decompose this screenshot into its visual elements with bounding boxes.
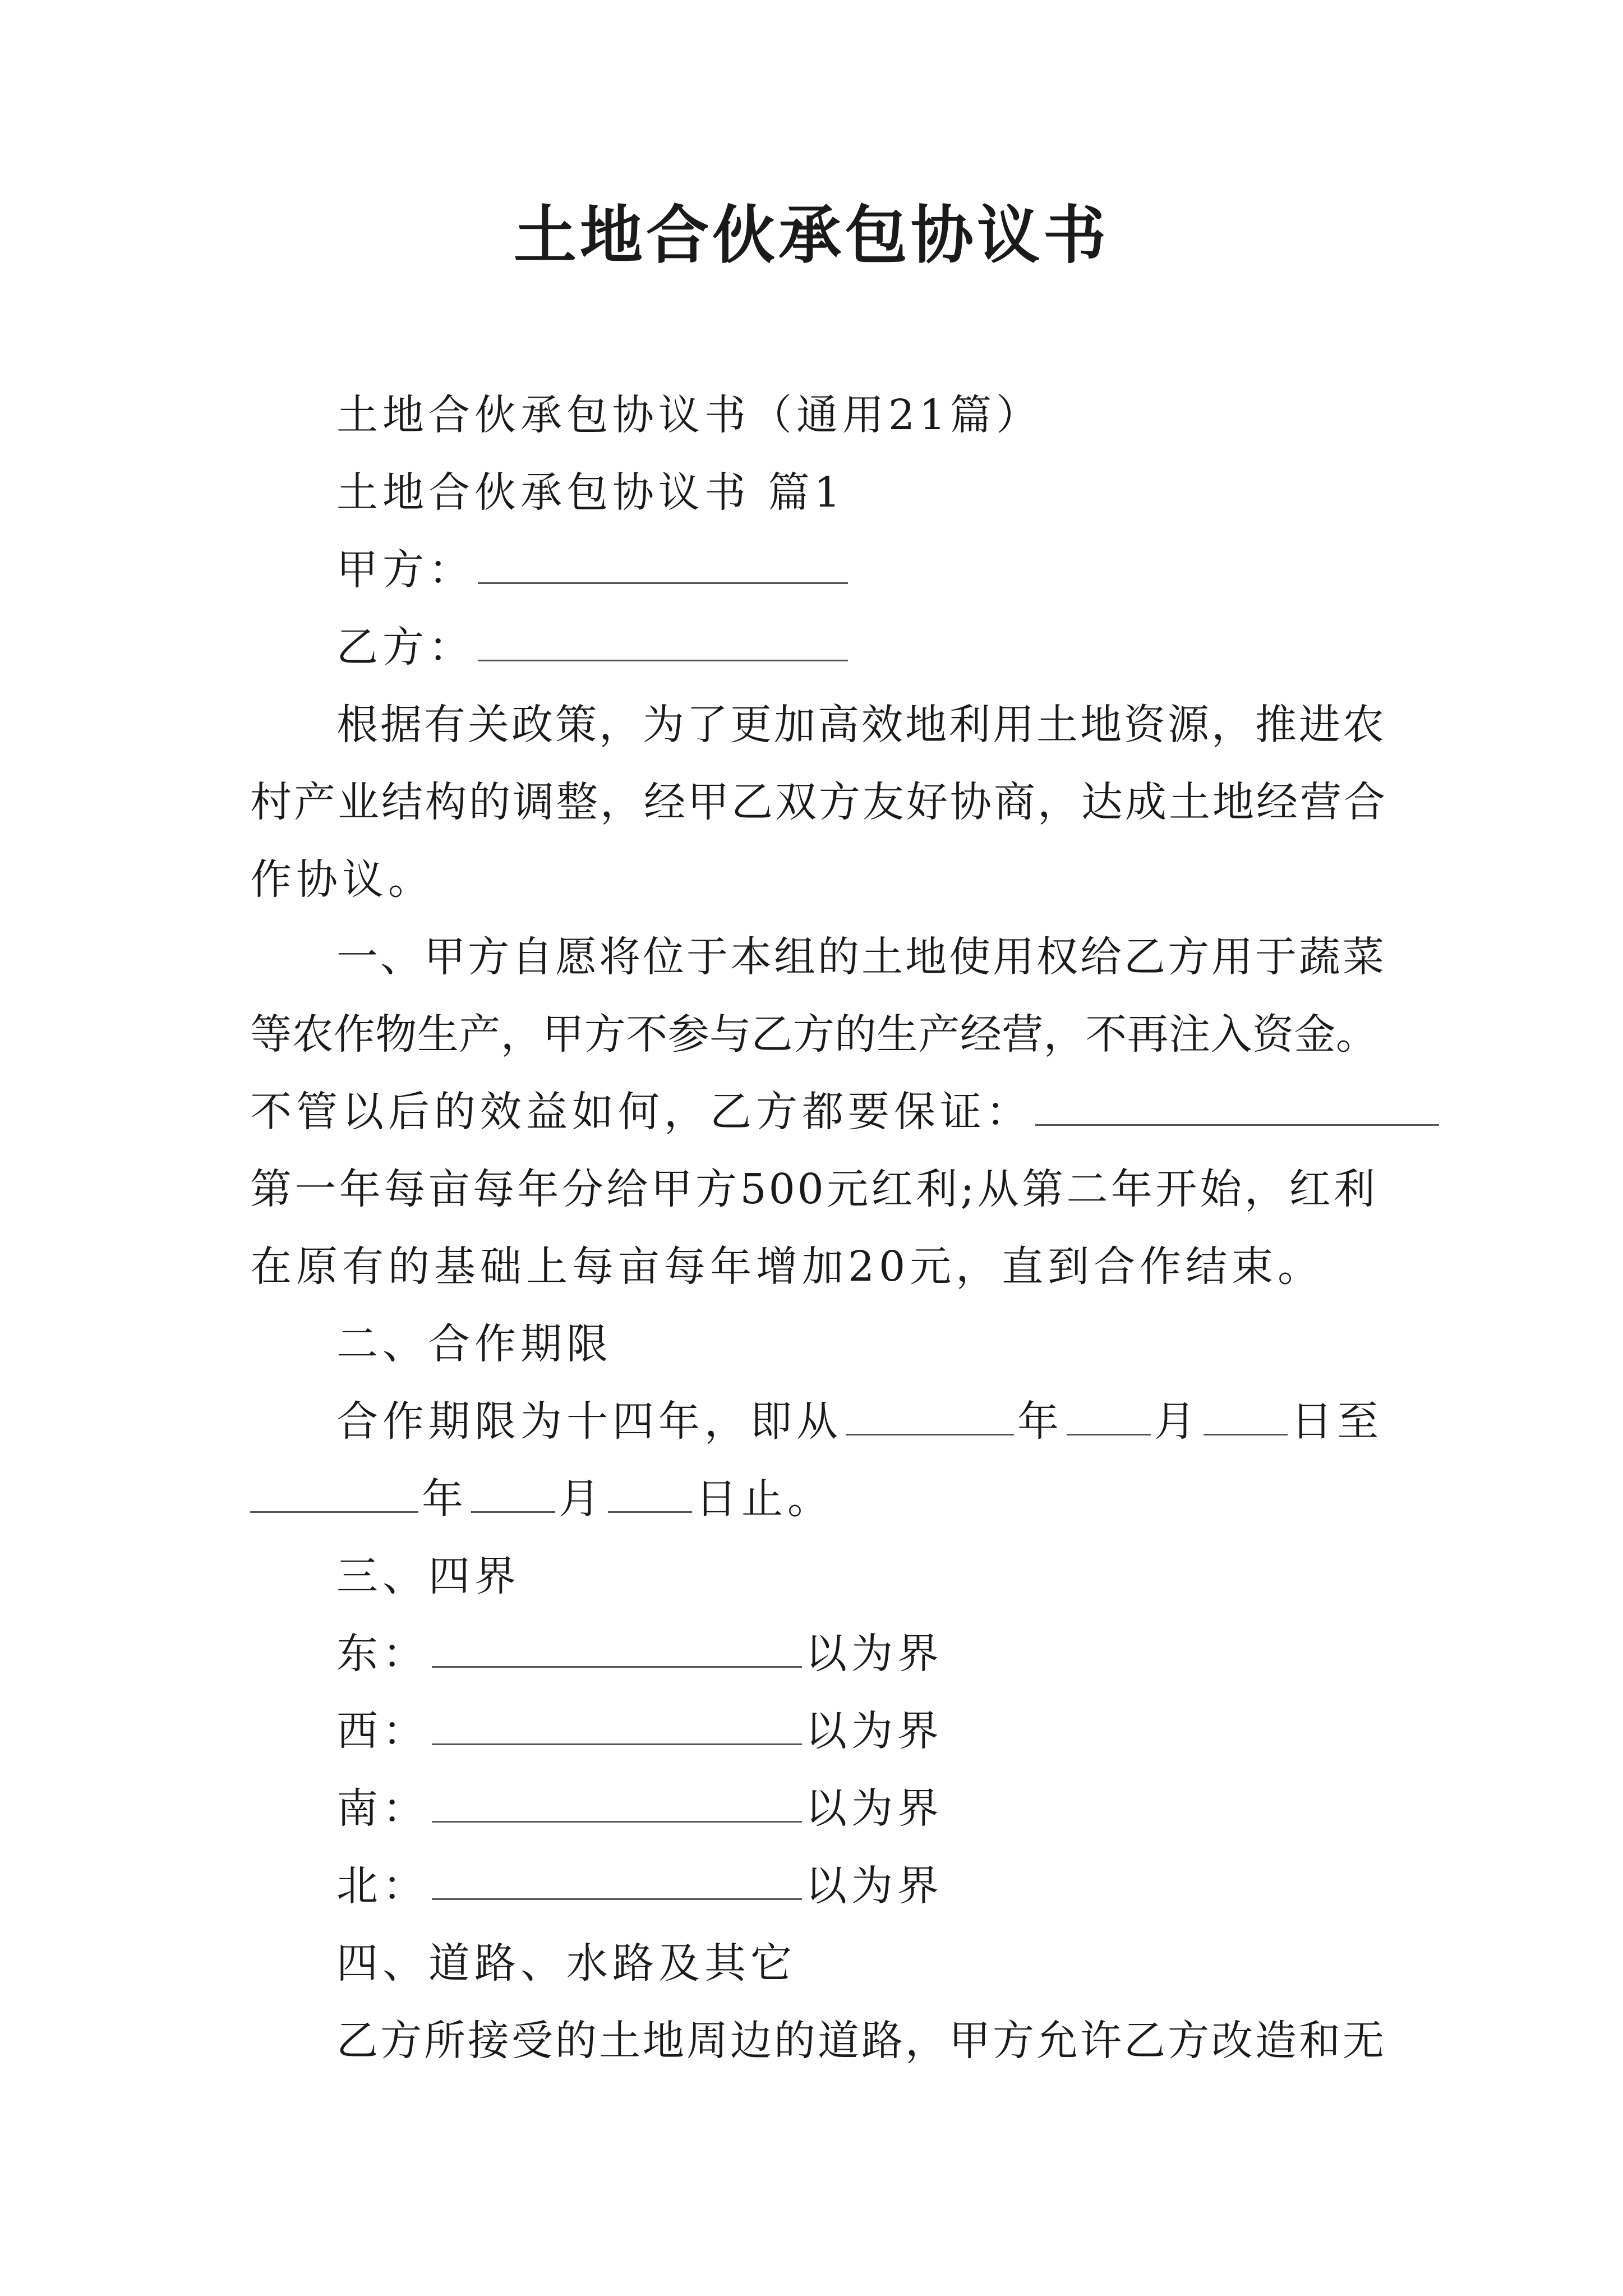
end-day-blank bbox=[608, 1473, 692, 1513]
party-b-label: 乙方： bbox=[336, 623, 474, 671]
party-a-blank bbox=[478, 544, 848, 584]
boundary-east-blank bbox=[432, 1628, 802, 1668]
section-heading: 土地合伙承包协议书 篇1 bbox=[336, 468, 845, 517]
boundary-south-suffix: 以为界 bbox=[805, 1784, 943, 1833]
intro-line-3: 作协议。 bbox=[250, 855, 434, 904]
clause2-heading: 二、合作期限 bbox=[336, 1320, 612, 1368]
boundary-north-blank bbox=[432, 1860, 802, 1900]
boundary-west-label: 西： bbox=[336, 1707, 428, 1755]
document-subtitle: 土地合伙承包协议书（通用21篇） bbox=[336, 391, 1043, 439]
boundary-east-line bbox=[336, 1626, 943, 1682]
intro-line-2: 村产业结构的调整，经甲乙双方友好协商，达成土地经营合 bbox=[250, 778, 1387, 826]
party-a-label: 甲方： bbox=[336, 546, 474, 594]
document-title: 土地合伙承包协议书 bbox=[514, 199, 1109, 272]
boundary-east-label: 东： bbox=[336, 1630, 428, 1678]
clause4-line-1: 乙方所接受的土地周边的道路，甲方允许乙方改造和无 bbox=[336, 2017, 1386, 2065]
clause1-line-3 bbox=[250, 1084, 1442, 1140]
boundary-east-suffix: 以为界 bbox=[805, 1630, 943, 1678]
clause1-line-1: 一、甲方自愿将位于本组的土地使用权给乙方用于蔬菜 bbox=[336, 933, 1386, 981]
party-a-line bbox=[336, 542, 851, 598]
clause1-line-4: 第一年每亩每年分给甲方500元红利;从第二年开始，红利 bbox=[250, 1165, 1377, 1213]
boundary-west-blank bbox=[432, 1705, 802, 1745]
month-label: 月 bbox=[1154, 1397, 1200, 1446]
day-to-label: 日至 bbox=[1291, 1397, 1383, 1446]
clause1-guarantee-text: 不管以后的效益如何，乙方都要保证： bbox=[250, 1088, 1032, 1136]
boundary-south-line bbox=[336, 1780, 943, 1837]
clause2-line-1 bbox=[336, 1393, 1383, 1450]
boundary-south-label: 南： bbox=[336, 1784, 428, 1833]
boundary-north-label: 北： bbox=[336, 1862, 428, 1910]
boundary-north-suffix: 以为界 bbox=[805, 1862, 943, 1910]
clause2-line-2 bbox=[250, 1471, 833, 1527]
boundary-north-line bbox=[336, 1858, 943, 1914]
end-year-label: 年 bbox=[422, 1475, 468, 1523]
end-year-blank bbox=[250, 1473, 418, 1513]
end-month-blank bbox=[471, 1473, 555, 1513]
clause4-heading: 四、道路、水路及其它 bbox=[336, 1939, 796, 1987]
clause3-heading: 三、四界 bbox=[336, 1552, 520, 1600]
guarantee-blank bbox=[1035, 1086, 1439, 1126]
party-b-blank bbox=[478, 622, 848, 661]
day-end-label: 日止。 bbox=[695, 1475, 833, 1523]
start-month-blank bbox=[1067, 1396, 1151, 1435]
end-month-label: 月 bbox=[559, 1475, 605, 1523]
boundary-west-suffix: 以为界 bbox=[805, 1707, 943, 1755]
clause1-line-5: 在原有的基础上每亩每年增加20元，直到合作结束。 bbox=[250, 1243, 1324, 1291]
clause1-line-2: 等农作物生产，甲方不参与乙方的生产经营，不再注入资金。 bbox=[250, 1010, 1377, 1059]
party-b-line bbox=[336, 619, 851, 675]
term-text: 合作期限为十四年，即从 bbox=[336, 1397, 842, 1446]
boundary-west-line bbox=[336, 1703, 943, 1759]
intro-line-1: 根据有关政策，为了更加高效地利用土地资源，推进农 bbox=[336, 701, 1386, 749]
start-year-blank bbox=[846, 1396, 1014, 1435]
boundary-south-blank bbox=[432, 1783, 802, 1823]
start-day-blank bbox=[1204, 1396, 1288, 1435]
year-label: 年 bbox=[1017, 1397, 1063, 1446]
